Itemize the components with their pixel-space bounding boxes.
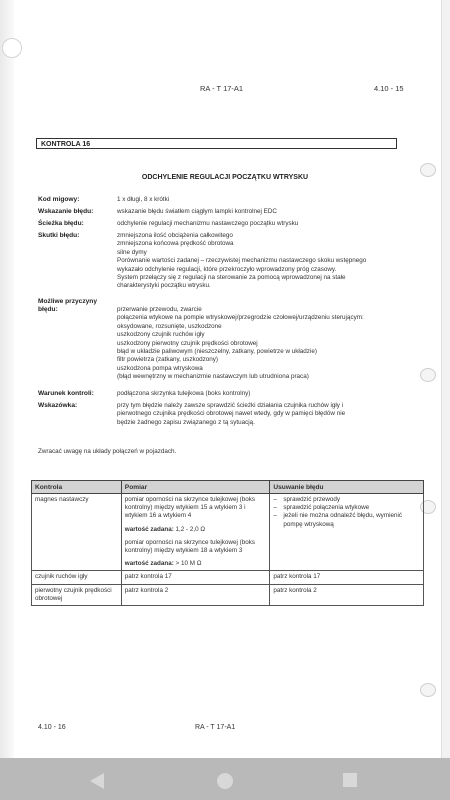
field-line: zmniejszona ilość obciążenia całkowitego <box>117 232 233 239</box>
check-table <box>31 480 424 606</box>
index-tab <box>420 683 436 697</box>
cell-kontrola: pierwotny czujnik prędkości obrotowej <box>32 584 122 605</box>
field-line: podłączona skrzynka tulejkowa (boks kontrolny) <box>117 390 251 397</box>
header-doc-id: RA - T 17-A1 <box>200 84 244 93</box>
field-line: będzie żadnego zapisu związanego z tą sytuacją. <box>117 418 255 426</box>
target-value: 1,2 - 2,0 Ω <box>175 525 206 533</box>
field-line: filtr powietrza (zatkany, uszkodzony) <box>117 356 219 364</box>
field-line: zmniejszona końcowa prędkość obrotowa <box>117 240 234 248</box>
navigation-bar <box>0 758 450 800</box>
field-label: Kod migowy: <box>38 196 80 203</box>
fix-item: – sprawdzić połączenia wtykowe <box>273 504 420 512</box>
field-label: Wskazanie błędu: <box>38 208 94 215</box>
cell-pomiar: patrz kontrola 2 <box>121 584 270 605</box>
table-row <box>32 584 424 605</box>
page-edge <box>441 0 450 758</box>
field-value <box>117 306 422 382</box>
table-row <box>32 494 424 571</box>
punch-hole <box>2 38 22 58</box>
field-line: uszkodzona pompa wtryskowa <box>117 364 203 372</box>
field-line: błąd w układzie paliwowym (nieszczelny, zatkany, powietrze w układzie) <box>117 348 317 356</box>
field-line: 1 x długi, 8 x krótki <box>117 196 170 203</box>
target-value-line <box>125 526 267 534</box>
index-tab <box>420 368 436 382</box>
section-box-label: KONTROLA 16 <box>36 138 397 149</box>
field-label: Możliwe przyczyny błędu: <box>38 298 97 314</box>
header-page-ref: 4.10 - 15 <box>374 84 404 93</box>
field-value <box>117 232 422 291</box>
column-header: Usuwanie błędu <box>270 481 424 494</box>
measure-text: pomiar oporności na skrzynce tulejkowej (boks kontrolny) między wtykiem 18 a wtykiem 3 <box>124 538 255 555</box>
field-line: oksydowane, rozsunięte, uszkodzone <box>117 322 222 330</box>
target-value: > 10 M Ω <box>175 560 202 568</box>
cell-pomiar: patrz kontrola 17 <box>121 571 270 584</box>
target-label: wartość zadana: <box>124 525 174 533</box>
cell-pomiar <box>121 494 270 571</box>
column-header: Kontrola <box>32 481 122 494</box>
fix-list <box>273 496 420 529</box>
field-label: Skutki błędu: <box>38 232 80 239</box>
field-line: (błąd wewnętrzny w mechanizmie nastawczym lub utrudniona praca) <box>117 373 309 381</box>
triangle-back-icon[interactable] <box>86 770 108 792</box>
field-label: Wskazówka: <box>38 402 78 409</box>
target-value-line <box>125 560 267 568</box>
field-value <box>117 196 422 204</box>
field-value <box>117 402 422 427</box>
field-label: Ścieżka błędu: <box>38 220 84 227</box>
cell-usuwanie <box>270 494 424 571</box>
cell-usuwanie: patrz kontrola 17 <box>270 571 424 584</box>
table-header-row <box>32 481 424 494</box>
field-line: charakterystyki początku wtrysku. <box>117 282 211 290</box>
field-value <box>117 390 422 398</box>
circle-home-icon[interactable] <box>214 770 236 792</box>
column-header: Pomiar <box>121 481 270 494</box>
field-value <box>117 220 422 228</box>
field-line: wskazanie błędu światłem ciągłym lampki kontrolnej EDC <box>117 208 277 215</box>
measure-text: pomiar oporności na skrzynce tulejkowej (boks kontrolny) między wtykiem 15 a wtykiem 3 i wtykiem 16 a wtykiem 4 <box>124 496 255 520</box>
field-line: uszkodzony pierwotny czujnik prędkości obrotowej <box>117 339 258 347</box>
target-label: wartość zadana: <box>124 560 174 568</box>
section-title: ODCHYLENIE REGULACJI POCZĄTKU WTRYSKU <box>141 174 309 181</box>
field-line: uszkodzony czujnik ruchów igły <box>117 331 205 339</box>
field-label: Warunek kontroli: <box>38 390 94 397</box>
field-line: odchylenie regulacji mechanizmu nastawczego początku wtrysku <box>117 220 299 227</box>
field-line: przerwanie przewodu, zwarcie <box>117 306 202 313</box>
connection-note: Zwracać uwagę na układy połączeń w pojazdach. <box>38 448 177 455</box>
field-line: połączenia wtykowe na pompie wtryskowej/przegrodzie czołowej/urządzeniu sterującym: <box>117 314 364 322</box>
field-line: pierwotnego czujnika prędkości obrotowej nawet wtedy, gdy w pamięci błędów nie <box>117 410 346 418</box>
field-value <box>117 208 422 216</box>
fix-item: – jeżeli nie można odnaleźć błędu, wymienić pompę wtryskową <box>273 512 420 528</box>
cell-usuwanie: patrz kontrola 2 <box>270 584 424 605</box>
field-line: wykazało odchylenie regulacji, które przekroczyło wprowadzony próg czasowy. <box>117 265 337 273</box>
field-line: przy tym błędzie należy zawsze sprawdzić ścieżki działania czujnika ruchów igły i <box>117 402 344 409</box>
footer-doc-id: RA - T 17-A1 <box>195 724 236 731</box>
cell-kontrola: magnes nastawczy <box>32 494 122 571</box>
binder-edge <box>0 0 14 758</box>
square-recent-icon[interactable] <box>340 770 360 790</box>
field-line: System przełączy się z regulacji na sterowanie za pomocą wprowadzonej na stałe <box>117 274 346 282</box>
field-line: silne dymy <box>117 248 147 256</box>
fix-item: – sprawdzić przewody <box>273 496 420 504</box>
footer-page-ref: 4.10 - 16 <box>38 724 66 731</box>
field-line: Porównanie wartości zadanej – rzeczywistej mechanizmu nastawczego skoku wstępnego <box>117 257 367 265</box>
table-row <box>32 571 424 584</box>
cell-kontrola: czujnik ruchów igły <box>32 571 122 584</box>
